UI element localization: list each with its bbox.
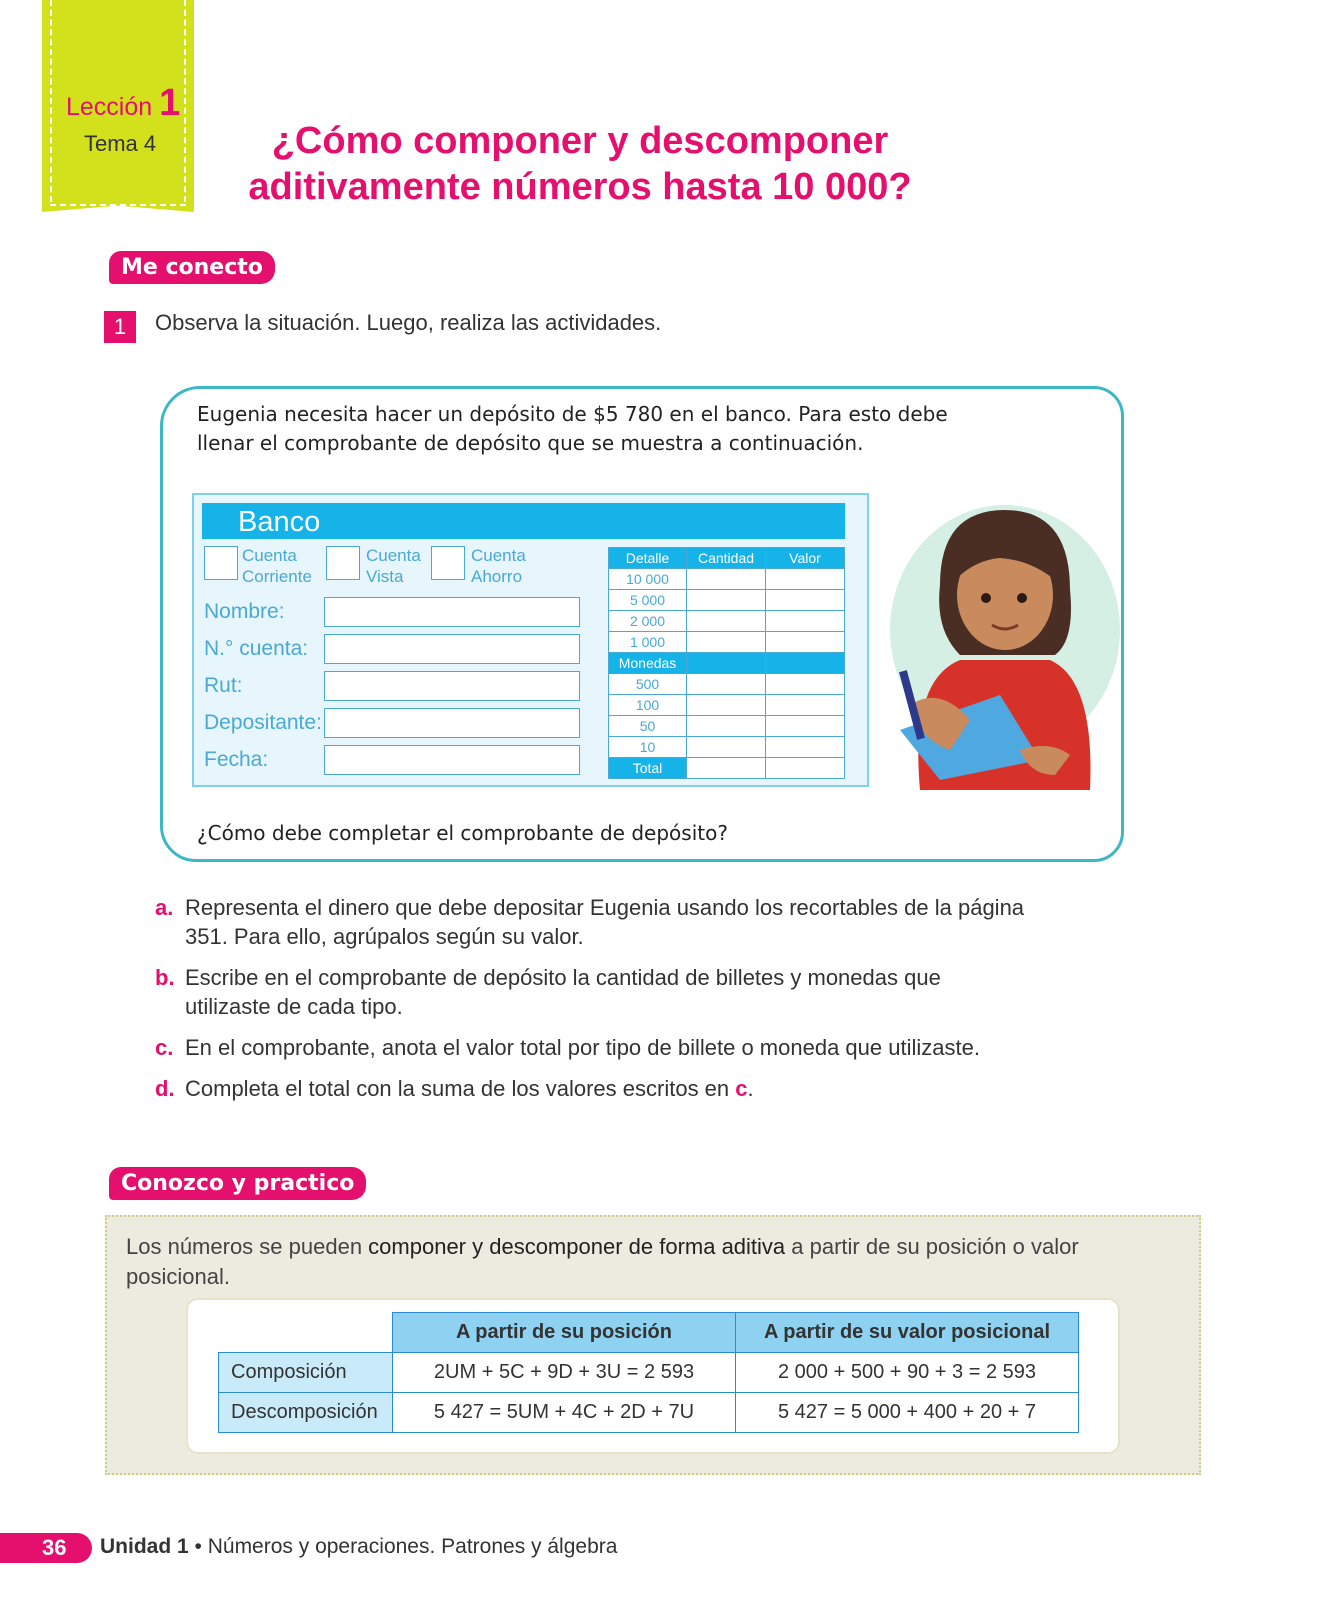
section-tag-me-conecto: Me conecto: [109, 251, 275, 284]
cantidad-cell[interactable]: [687, 590, 766, 611]
label-cuenta-vista: Cuenta Vista: [366, 546, 421, 586]
valor-cell[interactable]: [766, 590, 845, 611]
coin-50: 50: [609, 716, 687, 737]
field-label-fecha: Fecha:: [204, 748, 269, 771]
situation-line-2: llenar el comprobante de depósito que se muestra a continuación.: [197, 431, 864, 455]
cantidad-cell[interactable]: [687, 611, 766, 632]
list-item: c. En el comprobante, anota el valor total por tipo de billete o moneda que utilizaste.: [155, 1035, 980, 1060]
table-row: [219, 1393, 1079, 1433]
girl-illustration: [880, 490, 1120, 790]
footer-text: Unidad 1 • Números y operaciones. Patrones y álgebra: [100, 1535, 618, 1558]
field-label-depositante: Depositante:: [204, 711, 322, 734]
coin-500: 500: [609, 674, 687, 695]
bill-10000: 10 000: [609, 569, 687, 590]
concept-table: [218, 1312, 1079, 1433]
valor-cell[interactable]: [766, 611, 845, 632]
field-numero-cuenta[interactable]: [324, 634, 580, 664]
header-valor: Valor: [766, 548, 845, 569]
title-line-2: aditivamente números hasta 10 000?: [248, 166, 912, 208]
page-title: [160, 118, 1000, 210]
table-row: [609, 695, 845, 716]
valor-cell[interactable]: [766, 674, 845, 695]
list-item: a. Representa el dinero que debe depositar Eugenia usando los recortables de la página 351. Para ello, agrúpalos según su valor.: [155, 895, 1025, 949]
cell-descomposicion-valor: 5 427 = 5 000 + 400 + 20 + 7: [736, 1393, 1079, 1433]
field-label-cuenta: N.° cuenta:: [204, 637, 309, 660]
title-line-1: ¿Cómo componer y descomponer: [271, 120, 889, 162]
table-row: [609, 611, 845, 632]
coins-label: Monedas: [609, 653, 687, 674]
row-label-composicion: Composición: [219, 1353, 393, 1393]
exercise-instruction: Observa la situación. Luego, realiza las actividades.: [155, 310, 662, 335]
valor-cell[interactable]: [766, 632, 845, 653]
table-row: [609, 674, 845, 695]
lesson-number: 1: [159, 82, 181, 124]
exercise-number: 1: [104, 311, 136, 343]
table-row: [609, 737, 845, 758]
row-label-descomposicion: Descomposición: [219, 1393, 393, 1433]
page-number: 36: [42, 1535, 67, 1560]
coin-10: 10: [609, 737, 687, 758]
detail-table: [608, 547, 844, 779]
total-valor[interactable]: [766, 758, 845, 779]
lesson-word: Lección: [66, 93, 153, 121]
coin-100: 100: [609, 695, 687, 716]
list-item: b. Escribe en el comprobante de depósito la cantidad de billetes y monedas que utilizaste de cada tipo.: [155, 965, 941, 1019]
cantidad-cell[interactable]: [687, 695, 766, 716]
activities-list: [155, 893, 1025, 1115]
label-cuenta-corriente: Cuenta Corriente: [242, 546, 312, 586]
table-row: [609, 716, 845, 737]
cell-descomposicion-posicion: 5 427 = 5UM + 4C + 2D + 7U: [393, 1393, 736, 1433]
valor-cell[interactable]: [766, 569, 845, 590]
theme-label: Tema 4: [84, 131, 157, 156]
field-depositante[interactable]: [324, 708, 580, 738]
valor-cell[interactable]: [766, 737, 845, 758]
header-valor-posicional: A partir de su valor posicional: [736, 1313, 1079, 1353]
total-cantidad[interactable]: [687, 758, 766, 779]
field-fecha[interactable]: [324, 745, 580, 775]
cantidad-cell[interactable]: [687, 674, 766, 695]
situation-line-1: Eugenia necesita hacer un depósito de $5 780 en el banco. Para esto debe: [197, 402, 948, 426]
bill-2000: 2 000: [609, 611, 687, 632]
table-row: [219, 1353, 1079, 1393]
form-header: [202, 503, 845, 539]
checkbox-cuenta-corriente[interactable]: [204, 546, 238, 580]
valor-cell[interactable]: [766, 695, 845, 716]
field-label-nombre: Nombre:: [204, 600, 285, 623]
bank-name: Banco: [238, 506, 321, 538]
cantidad-cell[interactable]: [687, 569, 766, 590]
cantidad-cell[interactable]: [687, 737, 766, 758]
table-row: [609, 590, 845, 611]
list-item: d. Completa el total con la suma de los valores escritos en c.: [155, 1076, 754, 1101]
table-row: [609, 632, 845, 653]
situation-question: ¿Cómo debe completar el comprobante de depósito?: [197, 821, 728, 845]
field-rut[interactable]: [324, 671, 580, 701]
field-nombre[interactable]: [324, 597, 580, 627]
total-label: Total: [609, 758, 687, 779]
field-label-rut: Rut:: [204, 674, 243, 697]
section-tag-conozco-practico: Conozco y practico: [109, 1167, 366, 1200]
header-posicion: A partir de su posición: [393, 1313, 736, 1353]
cantidad-cell[interactable]: [687, 632, 766, 653]
concept-text: Los números se pueden componer y descomponer de forma aditiva a partir de su posición o valor posicional.: [126, 1234, 1079, 1289]
checkbox-cuenta-ahorro[interactable]: [431, 546, 465, 580]
table-row: [609, 569, 845, 590]
cantidad-cell[interactable]: [687, 716, 766, 737]
header-cantidad: Cantidad: [687, 548, 766, 569]
cell-composicion-posicion: 2UM + 5C + 9D + 3U = 2 593: [393, 1353, 736, 1393]
valor-cell[interactable]: [766, 716, 845, 737]
checkbox-cuenta-vista[interactable]: [326, 546, 360, 580]
cell-composicion-valor: 2 000 + 500 + 90 + 3 = 2 593: [736, 1353, 1079, 1393]
header-detalle: Detalle: [609, 548, 687, 569]
label-cuenta-ahorro: Cuenta Ahorro: [471, 546, 526, 586]
bill-5000: 5 000: [609, 590, 687, 611]
situation-text: [197, 400, 977, 458]
bill-1000: 1 000: [609, 632, 687, 653]
